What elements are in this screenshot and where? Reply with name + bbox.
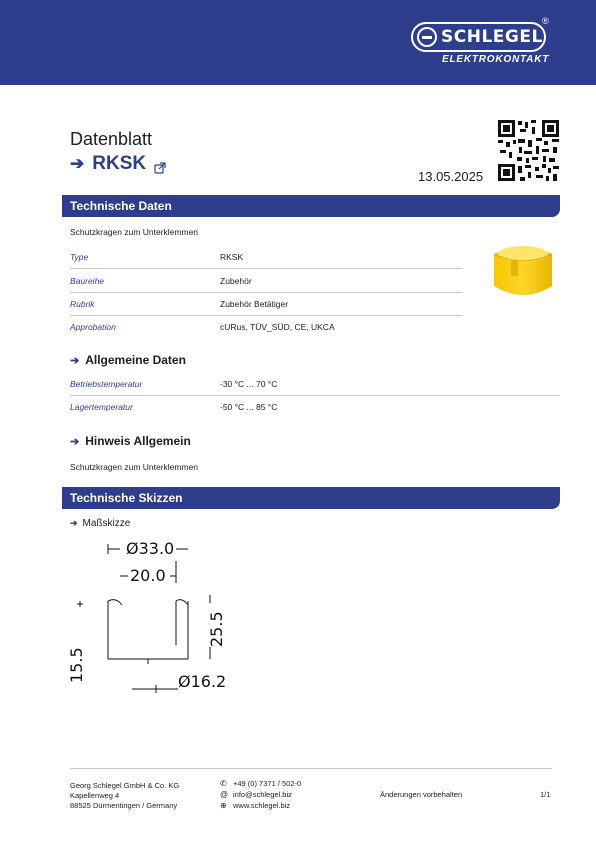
row-value: -50 °C ... 85 °C — [220, 402, 278, 412]
logo-outline — [411, 22, 546, 52]
company-city: 88525 Dürmentingen / Germany — [70, 801, 178, 810]
table-row — [70, 247, 243, 267]
footer-contact — [220, 778, 301, 811]
row-label: Type — [70, 252, 89, 262]
row-label: Rubrik — [70, 299, 95, 309]
row-divider — [70, 315, 462, 316]
row-divider — [70, 395, 560, 396]
dim-inner-diameter: Ø16.2 — [178, 672, 227, 691]
arrow-right-icon: ➔ — [70, 435, 80, 448]
logo-tagline: ELEKTROKONTAKT — [442, 54, 550, 65]
arrow-right-icon: ➔ — [70, 354, 80, 367]
table-row — [70, 294, 288, 314]
logo-brand-text: SCHLEGEL — [441, 27, 543, 47]
phone-number[interactable]: +49 (0) 7371 / 502-0 — [233, 778, 302, 788]
footer-notice: Änderungen vorbehalten — [380, 790, 463, 799]
dim-height-small: 15.5 — [67, 647, 86, 683]
hinweis-text: Schutzkragen zum Unterklemmen — [70, 462, 199, 472]
subsection-title: Hinweis Allgemein — [85, 434, 191, 448]
table-row — [70, 317, 335, 337]
product-description: Schutzkragen zum Unterklemmen — [70, 227, 199, 237]
dim-height: 25.5 — [207, 611, 226, 647]
row-value: Zubehör — [220, 276, 252, 286]
row-label: Betriebstemperatur — [70, 379, 143, 389]
row-divider — [70, 292, 462, 293]
row-value: Zubehör Betätiger — [220, 299, 289, 309]
row-value: RKSK — [220, 252, 244, 262]
product-image — [490, 238, 556, 306]
row-value: -30 °C ... 70 °C — [220, 379, 278, 389]
dim-outer-diameter: Ø33.0 — [126, 539, 175, 558]
arrow-right-icon: ➔ — [70, 154, 85, 173]
web-link[interactable]: www.schlegel.biz — [233, 800, 291, 810]
schlegel-logo[interactable] — [411, 16, 561, 68]
section-technische-skizzen: Technische Skizzen — [62, 487, 560, 509]
phone-icon: ✆ — [220, 778, 227, 788]
external-link-icon[interactable] — [154, 158, 166, 170]
page-number: 1/1 — [540, 790, 551, 799]
row-value: cURus, TÜV_SÜD, CE, UKCA — [220, 322, 335, 332]
dimension-drawing — [60, 535, 260, 695]
footer-divider — [70, 768, 552, 769]
row-divider — [70, 268, 462, 269]
company-street: Kapellenweg 4 — [70, 791, 120, 800]
row-label: Approbation — [70, 322, 116, 332]
dim-width: 20.0 — [130, 566, 166, 585]
company-name: Georg Schlegel GmbH & Co. KG — [70, 781, 180, 790]
logo-circle-icon — [417, 27, 437, 47]
globe-icon: ⊕ — [220, 800, 227, 810]
row-label: Lagertemperatur — [70, 402, 133, 412]
email-link[interactable]: info@schlegel.biz — [233, 789, 292, 799]
subsection-massskizze — [70, 518, 130, 529]
qr-code-icon[interactable] — [498, 120, 559, 181]
row-label: Baureihe — [70, 276, 105, 286]
document-date: 13.05.2025 — [418, 169, 484, 184]
header-banner — [0, 0, 596, 85]
at-icon: @ — [220, 789, 229, 799]
arrow-right-icon: ➔ — [70, 518, 78, 528]
subsection-title: Maßskizze — [82, 518, 131, 529]
table-row — [70, 374, 277, 394]
footer-address — [70, 781, 179, 811]
subsection-hinweis — [70, 434, 191, 448]
registered-mark: ® — [542, 16, 549, 26]
document-title: Datenblatt — [70, 129, 153, 149]
section-technische-daten: Technische Daten — [62, 195, 560, 217]
table-row — [70, 271, 252, 291]
product-code-link[interactable]: RKSK — [92, 153, 147, 174]
subsection-allgemeine-daten — [70, 353, 186, 367]
subsection-title: Allgemeine Daten — [85, 353, 186, 367]
product-heading — [70, 153, 166, 175]
table-row — [70, 397, 277, 417]
